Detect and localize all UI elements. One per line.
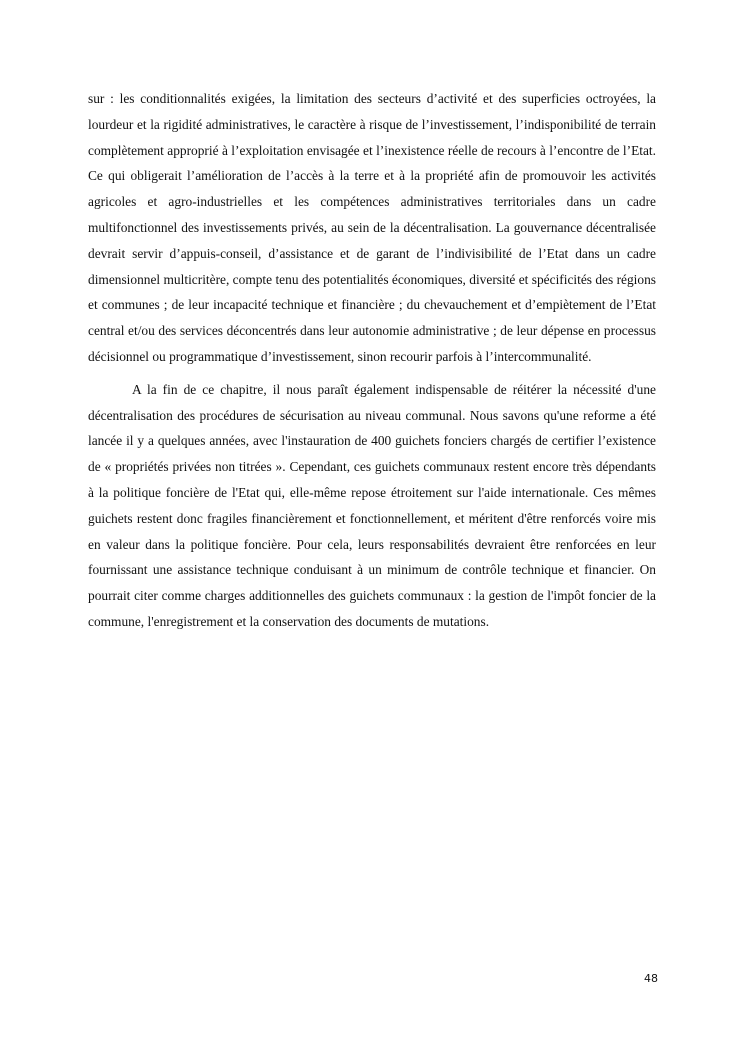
- page-number: 48: [644, 972, 658, 985]
- page-body: [88, 86, 656, 635]
- body-paragraph-1: sur : les conditionnalités exigées, la limitation des secteurs d’activité et des superficies octroyées, la lourdeur et la rigidité administratives, le caractère à risque de l’investissement, l’indisponibilité de terrain complètement approprié à l’exploitation envisagée et l’inexistence réelle de recours à l’encontre de l’Etat. Ce qui obligerait l’amélioration de l’accès à la terre et à la propriété afin de promouvoir les activités agricoles et agro-industrielles et les compétences administratives territoriales dans un cadre multifonctionnel des investissements privés, au sein de la décentralisation. La gouvernance décentralisée devrait servir d’appuis-conseil, d’assistance et de garant de l’indivisibilité de l’Etat dans un cadre dimensionnel multicritère, compte tenu des potentialités économiques, diversité et spécificités des régions et communes ; de leur incapacité technique et financière ; du chevauchement et d’empiètement de l’Etat central et/ou des services déconcentrés dans leur autonomie administrative ; de leur dépense en processus décisionnel ou programmatique d’investissement, sinon recourir parfois à l’intercommunalité.: [88, 91, 656, 364]
- body-paragraph-2: A la fin de ce chapitre, il nous paraît également indispensable de réitérer la nécessité d'une décentralisation des procédures de sécurisation au niveau communal. Nous savons qu'une reforme a été lancée il y a quelques années, avec l'instauration de 400 guichets fonciers chargés de certifier l’existence de « propriétés privées non titrées ». Cependant, ces guichets communaux restent encore très dépendants à la politique foncière de l'Etat qui, elle-même repose étroitement sur l'aide internationale. Ces mêmes guichets restent donc fragiles financièrement et fonctionnellement, et méritent d'être renforcés voire mis en valeur dans la politique foncière. Pour cela, leurs responsabilités devraient être renforcées en leur fournissant une assistance technique conduisant à un minimum de contrôle technique et financier. On pourrait citer comme charges additionnelles des guichets communaux : la gestion de l'impôt foncier de la commune, l'enregistrement et la conservation des documents de mutations.: [88, 381, 656, 629]
